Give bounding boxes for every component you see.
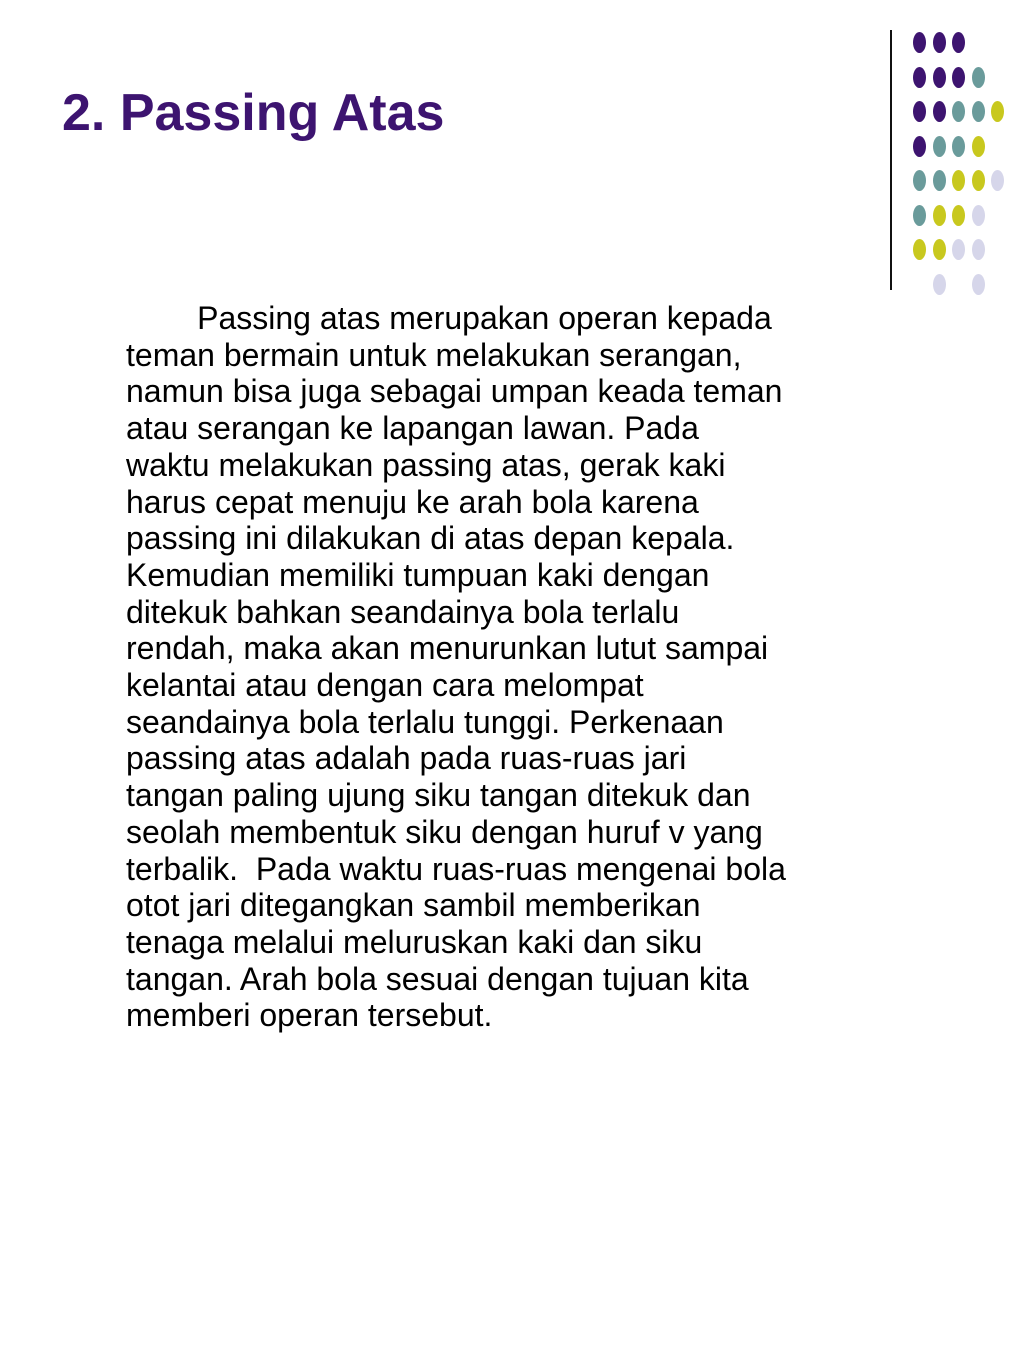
body-text-line: otot jari ditegangkan sambil memberikan <box>126 887 701 924</box>
decorative-dot-lavender <box>972 239 985 260</box>
slide-body-text <box>126 300 956 1034</box>
decorative-dot-purple <box>933 32 946 53</box>
decorative-dot-teal <box>952 101 965 122</box>
body-text-line: atau serangan ke lapangan lawan. Pada <box>126 410 699 447</box>
decorative-dot-purple <box>952 32 965 53</box>
slide-title: 2. Passing Atas <box>62 84 445 142</box>
body-text-line: seolah membentuk siku dengan huruf v yang <box>126 813 763 850</box>
decorative-dot-teal <box>972 67 985 88</box>
decorative-dot-purple <box>913 101 926 122</box>
decorative-dot-teal <box>972 101 985 122</box>
decorative-dot-olive <box>991 101 1004 122</box>
body-text-line: Passing atas merupakan operan kepada <box>126 300 772 336</box>
body-text-line: tangan. Arah bola sesuai dengan tujuan kita <box>126 960 749 997</box>
decorative-dot-olive <box>972 170 985 191</box>
decorative-dot-olive <box>952 205 965 226</box>
body-text-line: seandainya bola terlalu tunggi. Perkenaan <box>126 703 724 740</box>
body-text-line: harus cepat menuju ke arah bola karena <box>126 483 699 520</box>
decorative-dot-purple <box>913 67 926 88</box>
decorative-dot-teal <box>952 136 965 157</box>
decorative-dot-olive <box>933 239 946 260</box>
decorative-dot-olive <box>933 205 946 226</box>
body-text-line: ditekuk bahkan seandainya bola terlalu <box>126 593 680 630</box>
decorative-dot-purple <box>933 67 946 88</box>
body-text-line: memberi operan tersebut. <box>126 997 493 1034</box>
decorative-dot-olive <box>952 170 965 191</box>
body-text-line: kelantai atau dengan cara melompat <box>126 667 644 704</box>
decorative-dot-lavender <box>952 239 965 260</box>
body-text-line: namun bisa juga sebagai umpan keada teman <box>126 373 783 410</box>
body-text-line: teman bermain untuk melakukan serangan, <box>126 336 742 373</box>
decorative-dot-purple <box>952 67 965 88</box>
body-text-line: Kemudian memiliki tumpuan kaki dengan <box>126 556 710 593</box>
body-text-line: waktu melakukan passing atas, gerak kaki <box>126 446 726 483</box>
vertical-divider-line <box>890 30 892 290</box>
body-text-line: terbalik. Pada waktu ruas-ruas mengenai bola <box>126 850 786 887</box>
decorative-dot-olive <box>913 239 926 260</box>
decorative-dot-olive <box>972 136 985 157</box>
body-text-line: passing ini dilakukan di atas depan kepala. <box>126 520 735 557</box>
decorative-dot-teal <box>913 170 926 191</box>
body-text-line: rendah, maka akan menurunkan lutut sampai <box>126 630 769 667</box>
decorative-dot-purple <box>933 101 946 122</box>
decorative-dot-purple <box>913 32 926 53</box>
decorative-dot-purple <box>913 136 926 157</box>
decorative-dot-teal <box>933 136 946 157</box>
decorative-dot-teal <box>933 170 946 191</box>
decorative-dot-lavender <box>972 274 985 295</box>
decorative-dot-lavender <box>991 170 1004 191</box>
body-text-line: tenaga melalui meluruskan kaki dan siku <box>126 923 703 960</box>
body-text-line: tangan paling ujung siku tangan ditekuk dan <box>126 777 751 814</box>
decorative-dot-lavender <box>933 274 946 295</box>
decorative-dot-teal <box>913 205 926 226</box>
decorative-dot-lavender <box>972 205 985 226</box>
body-text-line: passing atas adalah pada ruas-ruas jari <box>126 740 687 777</box>
decorative-dot-grid <box>0 0 1024 300</box>
